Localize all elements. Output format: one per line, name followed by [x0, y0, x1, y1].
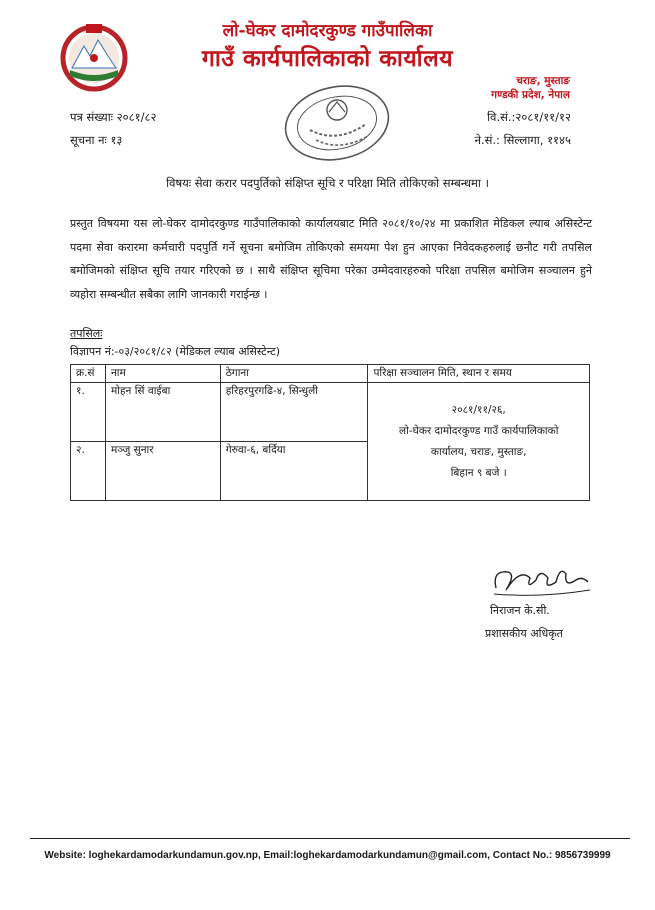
office-stamp — [282, 84, 392, 162]
address-line-2: गण्डकी प्रदेश, नेपाल — [491, 89, 570, 101]
exam-date: २०८१/११/२६, — [451, 403, 506, 416]
exam-venue-2: कार्यालय, चराङ, मुस्ताङ, — [430, 445, 527, 458]
col-header-name: नाम — [105, 365, 220, 383]
notice-number: सूचना नः १३ — [70, 133, 123, 147]
col-header-exam-info: परिक्षा सञ्चालन मिति, स्थान र समय — [368, 365, 590, 383]
footer-contact: Website: loghekardamodarkundamun.gov.np, Email:loghekardamodarkundamun@gmail.com, Contact No.: 9856739999 — [44, 850, 611, 861]
candidate-table — [70, 364, 590, 501]
handwritten-signature — [490, 560, 595, 600]
cell-name: मोहन सिं वाईबा — [105, 383, 220, 442]
cell-exam-info — [368, 383, 590, 501]
col-header-address: ठेगाना — [220, 365, 368, 383]
table-row — [71, 383, 590, 442]
notice-body: प्रस्तुत विषयमा यस लो-घेकर दामोदरकुण्ड गाउँपालिकाको कार्यालयबाट मिति २०८१/१०/२४ मा प्रकाशित मेडिकल ल्याब असिस्टेन्ट पदमा सेवा करारमा कर्मचारी पदपुर्ति गर्ने सूचना बमोजिम तोकिएको समयमा पेश हुन आएका निवेदकहरुलाई छनौट गरी तपसिल बमोजिमको संक्षिप्त सूचि तयार गरिएको छ । साथै संक्षिप्त सूचिमा परेका उम्मेदवारहरुको परिक्षा तपसिल बमोजिम सञ्चालन हुने व्यहोरा सम्बन्धीत सबैका लागि जानकारी गराईन्छ । — [70, 217, 592, 301]
cell-address: गेरुवा-६, बर्दिया — [220, 442, 368, 501]
subject-line: विषयः सेवा करार पदपुर्तिको संक्षिप्त सूचि र परिक्षा मिति तोकिएको सम्बन्धमा । — [166, 176, 489, 190]
signatory-title: प्रशासकीय अधिकृत — [485, 627, 563, 640]
details-heading: तपसिलः — [70, 327, 103, 340]
exam-venue-1: लो-घेकर दामोदरकुण्ड गाउँ कार्यपालिकाको — [399, 424, 559, 437]
exam-time: बिहान ९ बजे । — [450, 466, 507, 479]
signatory-name: निराजन के.सी. — [490, 604, 550, 617]
letter-number: पत्र संख्याः २०८१/८२ — [70, 110, 157, 124]
col-header-sn: क्र.सं — [71, 365, 106, 383]
cell-sn: २. — [71, 442, 106, 501]
municipality-name: लो-घेकर दामोदरकुण्ड गाउँपालिका — [222, 21, 433, 41]
table-header-row — [71, 365, 590, 383]
footer-divider — [30, 838, 630, 839]
cell-name: मञ्जु सुनार — [105, 442, 220, 501]
address-line-1: चराङ, मुस्ताङ — [516, 75, 570, 87]
advertisement-number: विज्ञापन नं:-०३/२०८१/८२ (मेडिकल ल्याब असिस्टेन्ट) — [70, 345, 281, 358]
cell-address: हरिहरपुरगढि-४, सिन्धुली — [220, 383, 368, 442]
office-name: गाउँ कार्यपालिकाको कार्यालय — [201, 46, 454, 72]
date-bikram-sambat: वि.सं.:२०८१/११/१२ — [487, 110, 571, 124]
cell-sn: १. — [71, 383, 106, 442]
date-nepal-sambat: ने.सं.: सिल्लागा, ११४५ — [474, 133, 571, 147]
